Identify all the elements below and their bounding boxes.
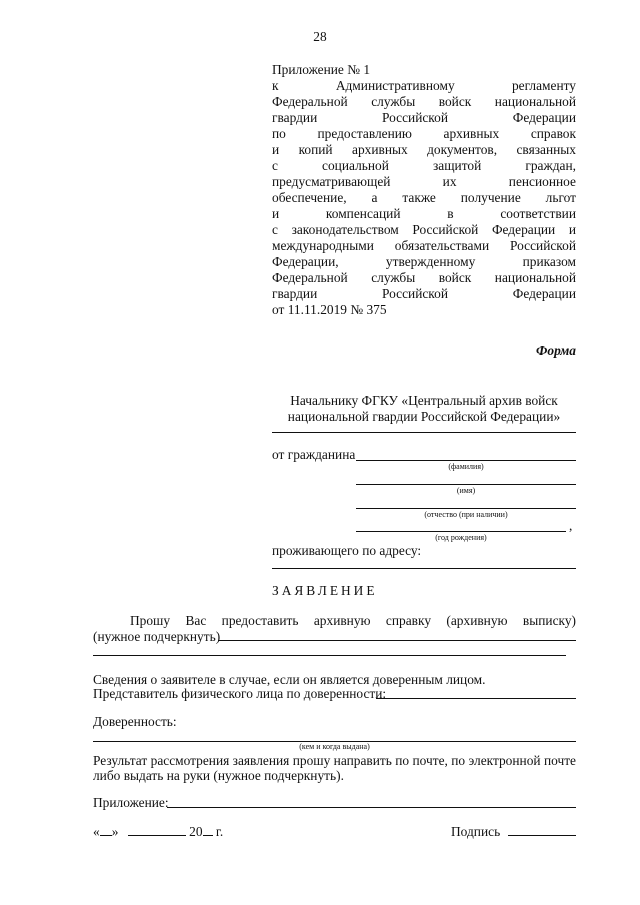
- birth-year-field[interactable]: [356, 531, 566, 532]
- from-citizen-label: от гражданина: [272, 447, 356, 462]
- day-field[interactable]: [100, 835, 112, 836]
- signature-field[interactable]: [508, 835, 576, 836]
- representative-field[interactable]: [376, 698, 576, 699]
- page-number: 28: [313, 29, 327, 44]
- appendix-date-line: от 11.11.2019 № 375: [272, 302, 387, 317]
- appendix-line: Федерации, утвержденному приказом: [272, 254, 576, 269]
- year-suffix: г.: [215, 824, 224, 839]
- appendix-line: и копий архивных документов, связанных: [272, 142, 576, 157]
- appendix-block: [272, 62, 576, 318]
- result-line-2: либо выдать на руки (нужное подчеркнуть).: [93, 768, 344, 783]
- appendix-line: гвардии Российской Федерации: [272, 110, 576, 125]
- power-of-attorney-caption: (кем и когда выдана): [299, 742, 370, 751]
- appendix-line: к Административному регламенту: [272, 78, 576, 93]
- address-label: проживающего по адресу:: [272, 543, 422, 558]
- signature-label: Подпись: [451, 824, 501, 839]
- appendix-line: с социальной защитой граждан,: [272, 158, 576, 173]
- appendix-line: и компенсаций в соответствии: [272, 206, 576, 221]
- appendix-line: обеспечение, а также получение льгот: [272, 190, 576, 205]
- birth-year-comma: ,: [569, 518, 573, 533]
- date-block: [93, 824, 223, 840]
- appendix-line: Федеральной службы войск национальной: [272, 270, 576, 285]
- representative-info: Сведения о заявителе в случае, если он является доверенным лицом.: [93, 672, 486, 687]
- surname-caption: (фамилия): [448, 462, 484, 471]
- power-of-attorney-label: Доверенность:: [93, 714, 177, 729]
- name-field[interactable]: [356, 484, 576, 485]
- result-line-1: Результат рассмотрения заявления прошу направить по почте, по электронной почте: [93, 753, 576, 768]
- addressee-line-1: Начальнику ФГКУ «Центральный архив войск: [290, 393, 558, 408]
- appendix-line: гвардии Российской Федерации: [272, 286, 576, 301]
- addressee-line-2: национальной гвардии Российской Федерации»: [287, 409, 561, 424]
- birth-year-caption: (год рождения): [435, 533, 487, 542]
- appendix-line: Федеральной службы войск национальной: [272, 94, 576, 109]
- year-field[interactable]: [203, 835, 213, 836]
- statement-heading: ЗАЯВЛЕНИЕ: [272, 583, 378, 598]
- year-prefix: 20: [189, 824, 203, 839]
- addressee-blank-line[interactable]: [272, 432, 576, 433]
- representative-label: Представитель физического лица по доверенности:: [93, 686, 387, 701]
- name-caption: (имя): [456, 486, 476, 495]
- date-close-quote: »: [111, 824, 119, 839]
- patronymic-caption: (отчество (при наличии): [424, 510, 508, 519]
- request-field[interactable]: [218, 640, 576, 641]
- date-open-quote: «: [93, 824, 100, 839]
- appendix-line: с законодательством Российской Федерации и: [272, 222, 576, 237]
- appendix-line: предусматривающей их пенсионное: [272, 174, 576, 189]
- request-line-2: (нужное подчеркнуть): [93, 629, 221, 644]
- appendix-text: [272, 78, 576, 302]
- form-label: Форма: [536, 343, 576, 358]
- attachment-field[interactable]: [167, 807, 576, 808]
- attachment-label: Приложение:: [93, 795, 169, 810]
- surname-field[interactable]: [356, 460, 576, 461]
- patronymic-field[interactable]: [356, 508, 576, 509]
- addressee-block: [272, 393, 576, 425]
- address-field[interactable]: [272, 568, 576, 569]
- appendix-line: международными обязательствами Российской: [272, 238, 576, 253]
- signature-block: [451, 824, 576, 840]
- request-extra-field[interactable]: [93, 655, 566, 656]
- appendix-title: Приложение № 1: [272, 62, 371, 77]
- month-field[interactable]: [128, 835, 186, 836]
- appendix-line: по предоставлению архивных справок: [272, 126, 576, 141]
- request-line-1: Прошу Вас предоставить архивную справку (архивную выписку): [130, 613, 576, 628]
